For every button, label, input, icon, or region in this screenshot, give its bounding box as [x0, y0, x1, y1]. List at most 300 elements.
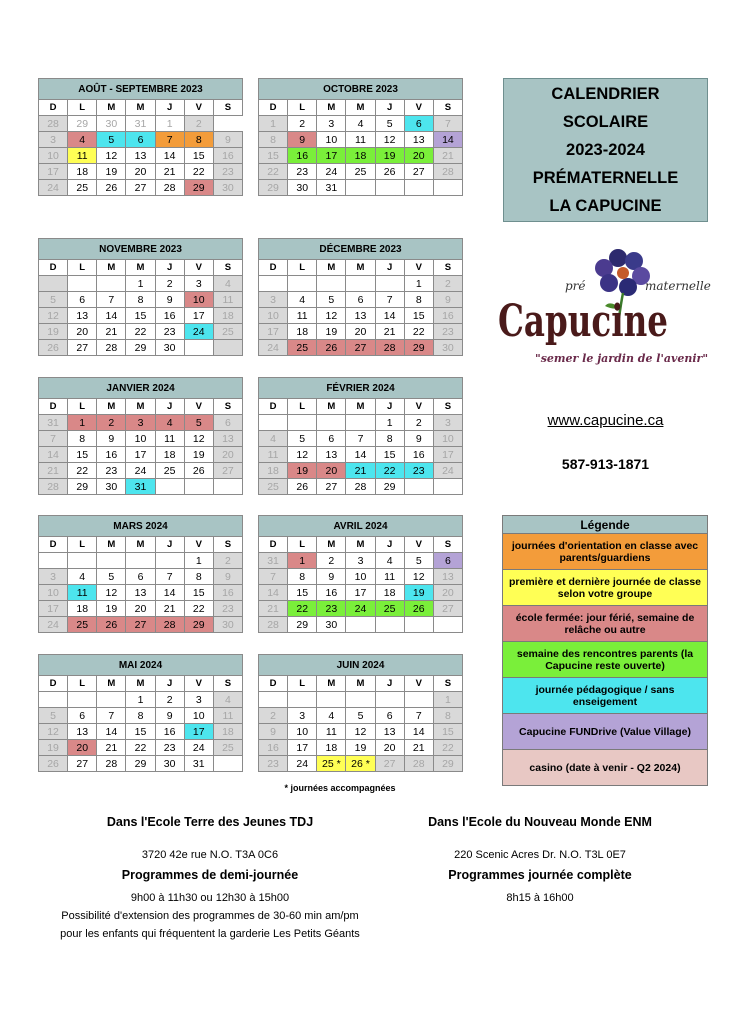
- day-cell: 15: [433, 724, 462, 740]
- day-cell: [97, 553, 126, 569]
- accompanied-days-note: * journées accompagnées: [284, 783, 396, 793]
- weekday-header: M: [126, 676, 155, 692]
- day-cell: 26: [97, 617, 126, 633]
- day-cell: [433, 617, 462, 633]
- day-cell: 5: [317, 292, 346, 308]
- day-cell: 10: [184, 292, 213, 308]
- day-cell: 14: [97, 308, 126, 324]
- day-cell: 31: [126, 116, 155, 132]
- website-link[interactable]: www.capucine.ca: [547, 412, 664, 429]
- weekday-header: M: [317, 676, 346, 692]
- day-cell: 28: [97, 756, 126, 772]
- day-cell: 12: [97, 585, 126, 601]
- day-cell: 29: [404, 340, 433, 356]
- day-cell: 1: [126, 276, 155, 292]
- day-cell: 20: [375, 740, 404, 756]
- weekday-header: M: [126, 100, 155, 116]
- day-cell: 28: [155, 617, 184, 633]
- day-cell: 27: [126, 180, 155, 196]
- logo-maternelle-text: maternelle: [645, 279, 711, 293]
- weekday-header: M: [126, 260, 155, 276]
- day-cell: 9: [317, 569, 346, 585]
- day-cell: 29: [433, 756, 462, 772]
- day-cell: 19: [317, 324, 346, 340]
- day-cell: 13: [375, 724, 404, 740]
- day-cell: 12: [317, 308, 346, 324]
- day-cell: 18: [68, 164, 97, 180]
- title-line-2: SCOLAIRE: [562, 113, 649, 131]
- day-cell: 22: [126, 740, 155, 756]
- day-cell: 23: [97, 463, 126, 479]
- day-cell: 3: [126, 415, 155, 431]
- day-cell: 6: [126, 569, 155, 585]
- week-row: [259, 116, 463, 132]
- logo-pre-text: pré: [565, 279, 586, 293]
- day-cell: 28: [155, 180, 184, 196]
- day-cell: 30: [155, 340, 184, 356]
- legend-table: [502, 515, 708, 786]
- day-cell: 1: [433, 692, 462, 708]
- day-cell: 8: [404, 292, 433, 308]
- day-cell: 27: [433, 601, 462, 617]
- day-cell: 17: [184, 308, 213, 324]
- calendar-month: [258, 377, 463, 495]
- day-cell: 28: [39, 116, 68, 132]
- weekday-header: M: [317, 100, 346, 116]
- day-cell: [346, 692, 375, 708]
- calendar-month: [38, 78, 243, 196]
- day-cell: 23: [288, 164, 317, 180]
- phone-number: 587-913-1871: [561, 456, 650, 472]
- day-cell: 9: [288, 132, 317, 148]
- weekday-header: J: [375, 537, 404, 553]
- day-cell: 18: [155, 447, 184, 463]
- day-cell: [346, 617, 375, 633]
- week-row: [259, 692, 463, 708]
- day-cell: 25: [213, 740, 242, 756]
- day-cell: 1: [375, 415, 404, 431]
- day-cell: 2: [155, 276, 184, 292]
- day-cell: 18: [213, 724, 242, 740]
- day-cell: 13: [346, 308, 375, 324]
- day-cell: 9: [155, 708, 184, 724]
- day-cell: 9: [259, 724, 288, 740]
- school-left-hours: 9h00 à 11h30 ou 12h30 à 15h00: [130, 892, 290, 904]
- day-cell: 2: [288, 116, 317, 132]
- week-row: [39, 447, 243, 463]
- month-title: OCTOBRE 2023: [259, 79, 463, 100]
- day-cell: [184, 479, 213, 495]
- day-cell: 27: [404, 164, 433, 180]
- day-cell: 3: [184, 276, 213, 292]
- day-cell: 5: [288, 431, 317, 447]
- school-left-program-label: Programmes de demi-journée: [121, 868, 299, 882]
- calendar-month: [258, 78, 463, 196]
- weekday-header: S: [433, 100, 462, 116]
- day-cell: 21: [259, 601, 288, 617]
- weekday-header: L: [288, 260, 317, 276]
- day-cell: 14: [39, 447, 68, 463]
- day-cell: 7: [97, 292, 126, 308]
- day-cell: 5: [346, 708, 375, 724]
- day-cell: [288, 276, 317, 292]
- day-cell: 20: [213, 447, 242, 463]
- logo-tagline: "semer le jardin de l'avenir": [535, 352, 709, 365]
- day-cell: [155, 479, 184, 495]
- day-cell: 7: [433, 116, 462, 132]
- day-cell: 25: [68, 180, 97, 196]
- day-cell: 11: [288, 308, 317, 324]
- day-cell: 3: [184, 692, 213, 708]
- title-line-1: CALENDRIER: [551, 85, 660, 103]
- weekday-header: M: [346, 399, 375, 415]
- school-right-program: [390, 868, 690, 883]
- weekday-header: M: [126, 537, 155, 553]
- day-cell: 18: [213, 308, 242, 324]
- day-cell: 23: [404, 463, 433, 479]
- weekday-header: V: [404, 537, 433, 553]
- week-row: [39, 756, 243, 772]
- day-cell: [346, 276, 375, 292]
- day-cell: 23: [155, 740, 184, 756]
- day-cell: 22: [288, 601, 317, 617]
- day-cell: 6: [68, 292, 97, 308]
- title-line-3: 2023-2024: [566, 141, 645, 159]
- day-cell: 21: [375, 324, 404, 340]
- weekday-header: S: [433, 260, 462, 276]
- week-row: [39, 569, 243, 585]
- day-cell: 15: [259, 148, 288, 164]
- day-cell: 14: [433, 132, 462, 148]
- day-cell: [317, 276, 346, 292]
- day-cell: 5: [97, 569, 126, 585]
- weekday-header: D: [39, 399, 68, 415]
- day-cell: 16: [288, 148, 317, 164]
- day-cell: [213, 340, 242, 356]
- week-row: [39, 180, 243, 196]
- weekday-header: M: [126, 399, 155, 415]
- capucine-logo: [495, 248, 730, 378]
- day-cell: 9: [213, 569, 242, 585]
- week-row: [259, 601, 463, 617]
- weekday-header: J: [155, 399, 184, 415]
- day-cell: 8: [184, 569, 213, 585]
- weekday-header: V: [184, 399, 213, 415]
- day-cell: [68, 553, 97, 569]
- school-right-program-label: Programmes journée complète: [448, 868, 632, 882]
- day-cell: 14: [375, 308, 404, 324]
- month-title: MAI 2024: [39, 655, 243, 676]
- day-cell: 26: [184, 463, 213, 479]
- day-cell: 13: [433, 569, 462, 585]
- day-cell: 9: [97, 431, 126, 447]
- day-cell: 16: [433, 308, 462, 324]
- week-row: [39, 617, 243, 633]
- day-cell: 12: [346, 724, 375, 740]
- weekday-header: M: [346, 537, 375, 553]
- month-title: NOVEMBRE 2023: [39, 239, 243, 260]
- day-cell: [346, 180, 375, 196]
- calendar-month: [258, 515, 463, 633]
- day-cell: 21: [97, 740, 126, 756]
- day-cell: 29: [126, 756, 155, 772]
- day-cell: 16: [317, 585, 346, 601]
- day-cell: 25: [68, 617, 97, 633]
- weekday-header: D: [259, 399, 288, 415]
- day-cell: 13: [68, 724, 97, 740]
- weekday-header: S: [433, 676, 462, 692]
- week-row: [39, 708, 243, 724]
- day-cell: [39, 553, 68, 569]
- day-cell: 21: [97, 324, 126, 340]
- day-cell: 22: [404, 324, 433, 340]
- day-cell: 30: [433, 340, 462, 356]
- day-cell: [317, 415, 346, 431]
- day-cell: 29: [259, 180, 288, 196]
- day-cell: 27: [68, 340, 97, 356]
- day-cell: 21: [39, 463, 68, 479]
- week-row: [39, 585, 243, 601]
- weekday-header: L: [68, 537, 97, 553]
- weekday-header: V: [404, 100, 433, 116]
- day-cell: 20: [68, 324, 97, 340]
- day-cell: [288, 692, 317, 708]
- day-cell: 28: [375, 340, 404, 356]
- week-row: [259, 553, 463, 569]
- day-cell: 8: [184, 132, 213, 148]
- day-cell: 22: [184, 164, 213, 180]
- day-cell: 6: [213, 415, 242, 431]
- weekday-header: S: [433, 399, 462, 415]
- day-cell: 13: [126, 148, 155, 164]
- week-row: [39, 415, 243, 431]
- day-cell: [39, 692, 68, 708]
- logo-name-text: Capucine: [498, 296, 668, 347]
- week-row: [259, 463, 463, 479]
- day-cell: 27: [213, 463, 242, 479]
- day-cell: 13: [404, 132, 433, 148]
- school-right-name: Dans l'Ecole du Nouveau Monde ENM: [428, 815, 652, 829]
- day-cell: 21: [346, 463, 375, 479]
- week-row: [259, 617, 463, 633]
- day-cell: 17: [317, 148, 346, 164]
- weekday-header: M: [97, 100, 126, 116]
- weekday-header: M: [317, 537, 346, 553]
- day-cell: [288, 415, 317, 431]
- day-cell: 1: [288, 553, 317, 569]
- day-cell: 22: [126, 324, 155, 340]
- day-cell: 28: [433, 164, 462, 180]
- day-cell: 28: [404, 756, 433, 772]
- month-title: MARS 2024: [39, 516, 243, 537]
- day-cell: 17: [288, 740, 317, 756]
- weekday-header: J: [155, 100, 184, 116]
- legend-item: école fermée: jour férié, semaine de relâche ou autre: [503, 606, 708, 642]
- day-cell: 16: [97, 447, 126, 463]
- day-cell: 11: [68, 148, 97, 164]
- day-cell: 9: [155, 292, 184, 308]
- day-cell: 15: [126, 308, 155, 324]
- day-cell: 18: [288, 324, 317, 340]
- week-row: [39, 463, 243, 479]
- day-cell: [404, 180, 433, 196]
- day-cell: 20: [317, 463, 346, 479]
- month-title: FÉVRIER 2024: [259, 378, 463, 399]
- month-title: JANVIER 2024: [39, 378, 243, 399]
- week-row: [259, 324, 463, 340]
- week-row: [39, 292, 243, 308]
- day-cell: 16: [155, 308, 184, 324]
- day-cell: 29: [375, 479, 404, 495]
- day-cell: 8: [126, 708, 155, 724]
- weekday-header: L: [68, 100, 97, 116]
- day-cell: 19: [39, 740, 68, 756]
- day-cell: 28: [97, 340, 126, 356]
- day-cell: 4: [346, 116, 375, 132]
- day-cell: 2: [433, 276, 462, 292]
- day-cell: 9: [433, 292, 462, 308]
- day-cell: [126, 553, 155, 569]
- day-cell: [39, 276, 68, 292]
- week-row: [39, 148, 243, 164]
- day-cell: 29: [184, 180, 213, 196]
- school-left-address: 3720 42e rue N.O. T3A 0C6: [141, 849, 279, 861]
- day-cell: 16: [404, 447, 433, 463]
- day-cell: 19: [346, 740, 375, 756]
- week-row: [39, 740, 243, 756]
- day-cell: [68, 276, 97, 292]
- day-cell: 31: [259, 553, 288, 569]
- day-cell: 24: [288, 756, 317, 772]
- day-cell: 20: [346, 324, 375, 340]
- weekday-header: D: [39, 537, 68, 553]
- day-cell: 16: [155, 724, 184, 740]
- weekday-header: J: [155, 537, 184, 553]
- weekday-header: M: [97, 399, 126, 415]
- day-cell: [375, 180, 404, 196]
- day-cell: 26: [404, 601, 433, 617]
- day-cell: 17: [39, 164, 68, 180]
- day-cell: 4: [317, 708, 346, 724]
- day-cell: 18: [317, 740, 346, 756]
- weekday-header: J: [155, 676, 184, 692]
- day-cell: 1: [126, 692, 155, 708]
- day-cell: 24: [433, 463, 462, 479]
- day-cell: 6: [433, 553, 462, 569]
- day-cell: 2: [184, 116, 213, 132]
- day-cell: 21: [155, 164, 184, 180]
- weekday-header: M: [317, 260, 346, 276]
- weekday-header: D: [259, 676, 288, 692]
- day-cell: 21: [404, 740, 433, 756]
- day-cell: 3: [288, 708, 317, 724]
- day-cell: 15: [68, 447, 97, 463]
- day-cell: 27: [375, 756, 404, 772]
- day-cell: 4: [213, 276, 242, 292]
- day-cell: [404, 692, 433, 708]
- weekday-header: M: [346, 676, 375, 692]
- day-cell: 6: [375, 708, 404, 724]
- day-cell: 13: [213, 431, 242, 447]
- day-cell: 14: [155, 585, 184, 601]
- week-row: [259, 148, 463, 164]
- day-cell: 8: [288, 569, 317, 585]
- day-cell: 17: [126, 447, 155, 463]
- day-cell: 29: [288, 617, 317, 633]
- day-cell: 4: [68, 569, 97, 585]
- legend-item: semaine des rencontres parents (la Capucine reste ouverte): [503, 642, 708, 678]
- day-cell: 20: [404, 148, 433, 164]
- day-cell: 10: [346, 569, 375, 585]
- weekday-header: J: [375, 260, 404, 276]
- week-row: [259, 569, 463, 585]
- day-cell: 12: [39, 724, 68, 740]
- day-cell: [346, 415, 375, 431]
- day-cell: 5: [39, 708, 68, 724]
- day-cell: 31: [184, 756, 213, 772]
- day-cell: 30: [317, 617, 346, 633]
- day-cell: 10: [126, 431, 155, 447]
- week-row: [259, 431, 463, 447]
- week-row: [259, 585, 463, 601]
- weekday-header: M: [346, 260, 375, 276]
- day-cell: [184, 340, 213, 356]
- calendar-month: [38, 654, 243, 772]
- weekday-header: L: [288, 676, 317, 692]
- weekday-header: M: [97, 676, 126, 692]
- day-cell: 2: [404, 415, 433, 431]
- weekday-header: D: [259, 100, 288, 116]
- week-row: [39, 553, 243, 569]
- day-cell: 19: [39, 324, 68, 340]
- calendar-month: [38, 377, 243, 495]
- day-cell: [155, 553, 184, 569]
- weekday-header: L: [68, 260, 97, 276]
- day-cell: 7: [155, 132, 184, 148]
- day-cell: 16: [259, 740, 288, 756]
- weekday-header: M: [97, 260, 126, 276]
- day-cell: [375, 276, 404, 292]
- day-cell: 19: [288, 463, 317, 479]
- weekday-header: V: [404, 676, 433, 692]
- day-cell: 3: [39, 569, 68, 585]
- day-cell: 17: [184, 724, 213, 740]
- day-cell: 18: [346, 148, 375, 164]
- day-cell: 22: [433, 740, 462, 756]
- day-cell: 28: [346, 479, 375, 495]
- day-cell: 2: [259, 708, 288, 724]
- weekday-header: V: [404, 260, 433, 276]
- day-cell: 5: [184, 415, 213, 431]
- day-cell: 4: [68, 132, 97, 148]
- week-row: [259, 479, 463, 495]
- day-cell: 4: [155, 415, 184, 431]
- weekday-header: V: [404, 399, 433, 415]
- weekday-header: L: [68, 399, 97, 415]
- day-cell: 15: [404, 308, 433, 324]
- day-cell: 29: [68, 116, 97, 132]
- week-row: [259, 447, 463, 463]
- weekday-header: D: [39, 260, 68, 276]
- weekday-header: L: [288, 399, 317, 415]
- day-cell: 4: [259, 431, 288, 447]
- week-row: [39, 431, 243, 447]
- day-cell: 26: [317, 340, 346, 356]
- month-title: DÉCEMBRE 2023: [259, 239, 463, 260]
- day-cell: 11: [346, 132, 375, 148]
- day-cell: 5: [39, 292, 68, 308]
- weekday-header: V: [184, 537, 213, 553]
